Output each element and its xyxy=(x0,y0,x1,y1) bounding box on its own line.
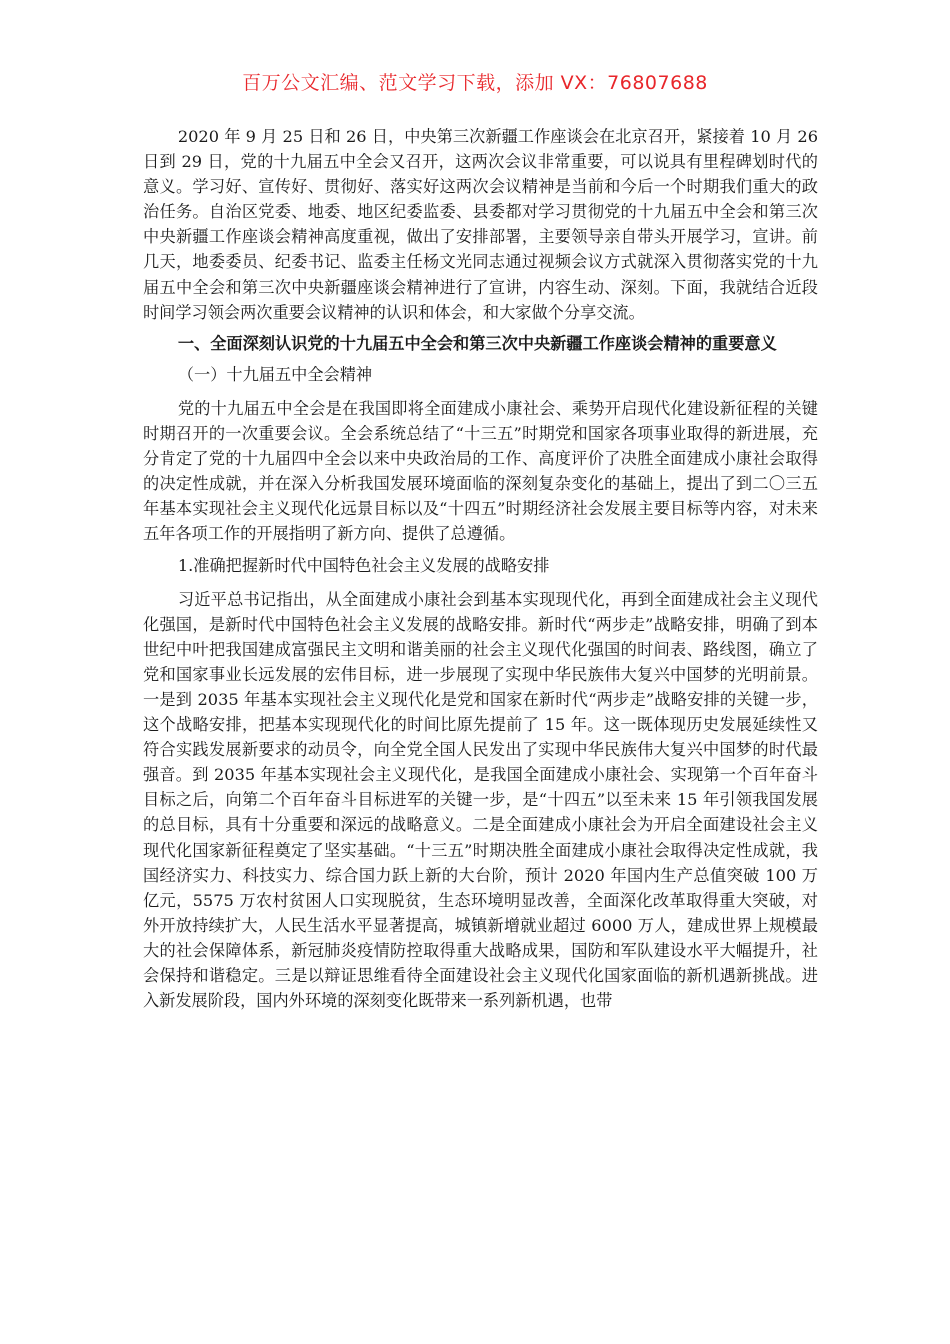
subsection-heading: （一）十九届五中全会精神 xyxy=(177,364,373,384)
strategy-paragraph: 习近平总书记指出，从全面建成小康社会到基本实现现代化，再到全面建成社会主义现代化强国，是新时代中国特色社会主义发展的战略安排。新时代“两步走”战略安排，明确了到本世纪中叶把我国建成富强民主文明和谐美丽的社会主义现代化强国的时间表、路线图，确立了党和国家事业长远发展的宏伟目标，进一步展现了实现中华民族伟大复兴中国梦的光明前景。一是到 2035 年基本实现社会主义现代化是党和国家在新时代“两步走”战略安排的关键一步，这个战略安排，把基本实现现代化的时间比原先提前了 15 年。这一既体现历史发展延续性又符合实践发展新要求的动员令，向全党全国人民发出了实现中华民族伟大复兴中国梦的时代最强音。到 2035 年基本实现社会主义现代化，是我国全面建成小康社会、实现第一个百年奋斗目标之后，向第二个百年奋斗目标进军的关键一步，是“十四五”以至未来 15 年引领我国发展的总目标，具有十分重要和深远的战略意义。二是全面建成小康社会为开启全面建设社会主义现代化国家新征程奠定了坚实基础。“十三五”时期决胜全面建成小康社会取得决定性成就，我国经济实力、科技实力、综合国力跃上新的大台阶，预计 2020 年国内生产总值突破 100 万亿元，5575 万农村贫困人口实现脱贫，生态环境明显改善，全面深化改革取得重大突破，对外开放持续扩大，人民生活水平显著提高，城镇新增就业超过 6000 万人，建成世界上规模最大的社会保障体系，新冠肺炎疫情防控取得重大战略成果，国防和军队建设水平大幅提升，社会保持和谐稳定。三是以辩证思维看待全面建设社会主义现代化国家面临的新机遇新挑战。进入新发展阶段，国内外环境的深刻变化既带来一系列新机遇，也带 xyxy=(143,589,818,1011)
intro-paragraph: 2020 年 9 月 25 日和 26 日，中央第三次新疆工作座谈会在北京召开，紧接着 10 月 26 日到 29 日，党的十九届五中全会又召开，这两次会议非常重要，可以说具有里程碑划时代的意义。学习好、宣传好、贯彻好、落实好这两次会议精神是当前和今后一个时期我们重大的政治任务。自治区党委、地委、地区纪委监委、县委都对学习贯彻党的十九届五中全会和第三次中央新疆工作座谈会精神高度重视，做出了安排部署，主要领导亲自带头开展学习，宣讲。前几天，地委委员、纪委书记、监委主任杨文光同志通过视频会议方式就深入贯彻落实党的十九届五中全会和第三次中央新疆座谈会精神进行了宣讲，内容生动、深刻。下面，我就结合近段时间学习领会两次重要会议精神的认识和体会，和大家做个分享交流。 xyxy=(143,127,818,322)
point-heading: 1.准确把握新时代中国特色社会主义发展的战略安排 xyxy=(177,555,550,575)
section-heading: 一、全面深刻认识党的十九届五中全会和第三次中央新疆工作座谈会精神的重要意义 xyxy=(177,333,777,353)
header-banner: 百万公文汇编、范文学习下载，添加 VX：76807688 xyxy=(242,72,708,94)
document-body xyxy=(143,124,818,1019)
plenum-paragraph: 党的十九届五中全会是在我国即将全面建成小康社会、乘势开启现代化建设新征程的关键时期召开的一次重要会议。全会系统总结了“十三五”时期党和国家各项事业取得的新进展，充分肯定了党的十九届四中全会以来中央政治局的工作、高度评价了决胜全面建成小康社会取得的决定性成就，并在深入分析我国发展环境面临的深刻复杂变化的基础上，提出了到二〇三五年基本实现社会主义现代化远景目标以及“十四五”时期经济社会发展主要目标等内容，对未来五年各项工作的开展指明了新方向、提供了总遵循。 xyxy=(143,398,818,544)
